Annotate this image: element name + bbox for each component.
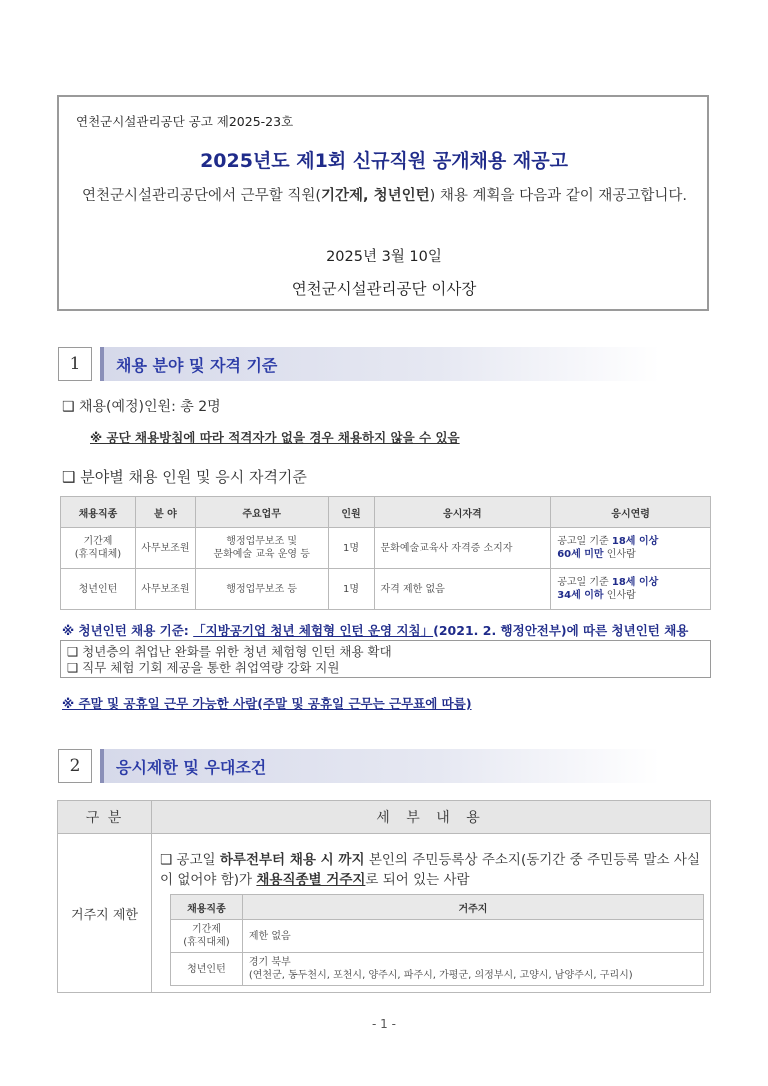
age-cell: 공고일 기준 18세 이상 60세 미만 인사람 [551, 528, 711, 569]
table-header-row [61, 497, 711, 528]
intern-points-box [60, 640, 711, 678]
qualification-cell: 문화예술교육사 자격증 소지자 [374, 528, 551, 569]
qualification-cell: 자격 제한 없음 [374, 569, 551, 610]
notice-body: 연천군시설관리공단에서 근무할 직원(기간제, 청년인턴) 채용 계획을 다음과 같이 재공고합니다. [82, 188, 688, 204]
job-type-cell: 청년인턴 [61, 569, 136, 610]
page-number: - 1 - [372, 1017, 396, 1031]
section-1-title: 채용 분야 및 자격 기준 [100, 347, 660, 381]
header-field: 분 야 [135, 497, 195, 528]
table-heading: ❑ 분야별 채용 인원 및 응시 자격기준 [62, 468, 307, 486]
table-row [58, 834, 711, 993]
table-row [61, 569, 711, 610]
header-qualification: 응시자격 [374, 497, 551, 528]
notice-title: 2025년도 제1회 신규직원 공개채용 재공고 [200, 150, 568, 172]
recruitment-table [60, 496, 711, 610]
table-row [171, 953, 704, 986]
header-age: 응시연령 [551, 497, 711, 528]
header-details: 세 부 내 용 [152, 801, 711, 834]
count-cell: 1명 [328, 528, 374, 569]
header-job-type: 채용직종 [61, 497, 136, 528]
section-1-number: 1 [58, 347, 92, 381]
inner-job-cell: 기간제 (휴직대체) [171, 920, 243, 953]
restrictions-table [57, 800, 711, 993]
residence-text: ❑ 공고일 하루전부터 채용 시 까지 본인의 주민등록상 주소지(동기간 중 주민등록 말소 사실이 없어야 함)가 채용직종별 거주지로 되어 있는 사람 [160, 852, 701, 888]
section-2-number: 2 [58, 749, 92, 783]
headcount-note: ※ 공단 채용방침에 따라 적격자가 없을 경우 채용하지 않을 수 있음 [90, 430, 460, 445]
row-label-residence: 거주지 제한 [58, 834, 152, 993]
header-category: 구 분 [58, 801, 152, 834]
residence-details [152, 834, 711, 993]
duty-cell: 행정업무보조 및 문화예술 교육 운영 등 [195, 528, 328, 569]
intern-criteria-note: ※ 청년인턴 채용 기준: 「지방공기업 청년 체험형 인턴 운영 지침」(2021. 2. 행정안전부)에 따른 청년인턴 채용 [62, 623, 689, 638]
notice-number: 연천군시설관리공단 공고 제2025-23호 [76, 114, 294, 129]
field-cell: 사무보조원 [135, 569, 195, 610]
headcount-line: ❑ 채용(예정)인원: 총 2명 [62, 399, 221, 415]
job-type-cell: 기간제 (휴직대체) [61, 528, 136, 569]
inner-job-cell: 청년인턴 [171, 953, 243, 986]
header-count: 인원 [328, 497, 374, 528]
notice-issuer: 연천군시설관리공단 이사장 [291, 280, 477, 298]
inner-header-job: 채용직종 [171, 895, 243, 920]
inner-header-area: 거주지 [242, 895, 703, 920]
duty-cell: 행정업무보조 등 [195, 569, 328, 610]
intern-point: ❑ 직무 체험 기회 제공을 통한 취업역량 강화 지원 [67, 660, 340, 675]
count-cell: 1명 [328, 569, 374, 610]
weekend-note: ※ 주말 및 공휴일 근무 가능한 사람(주말 및 공휴일 근무는 근무표에 따름) [62, 696, 472, 711]
field-cell: 사무보조원 [135, 528, 195, 569]
notice-date: 2025년 3월 10일 [326, 249, 442, 265]
inner-area-cell: 경기 북부 (연천군, 동두천시, 포천시, 양주시, 파주시, 가평군, 의정부시, 고양시, 남양주시, 구리시) [242, 953, 703, 986]
table-row [61, 528, 711, 569]
age-cell: 공고일 기준 18세 이상 34세 이하 인사람 [551, 569, 711, 610]
header-duty: 주요업무 [195, 497, 328, 528]
intern-point: ❑ 청년층의 취업난 완화를 위한 청년 체험형 인턴 채용 확대 [67, 644, 392, 659]
table-row [171, 920, 704, 953]
residence-table [170, 894, 704, 986]
inner-area-cell: 제한 없음 [242, 920, 703, 953]
section-2-title: 응시제한 및 우대조건 [100, 749, 660, 783]
